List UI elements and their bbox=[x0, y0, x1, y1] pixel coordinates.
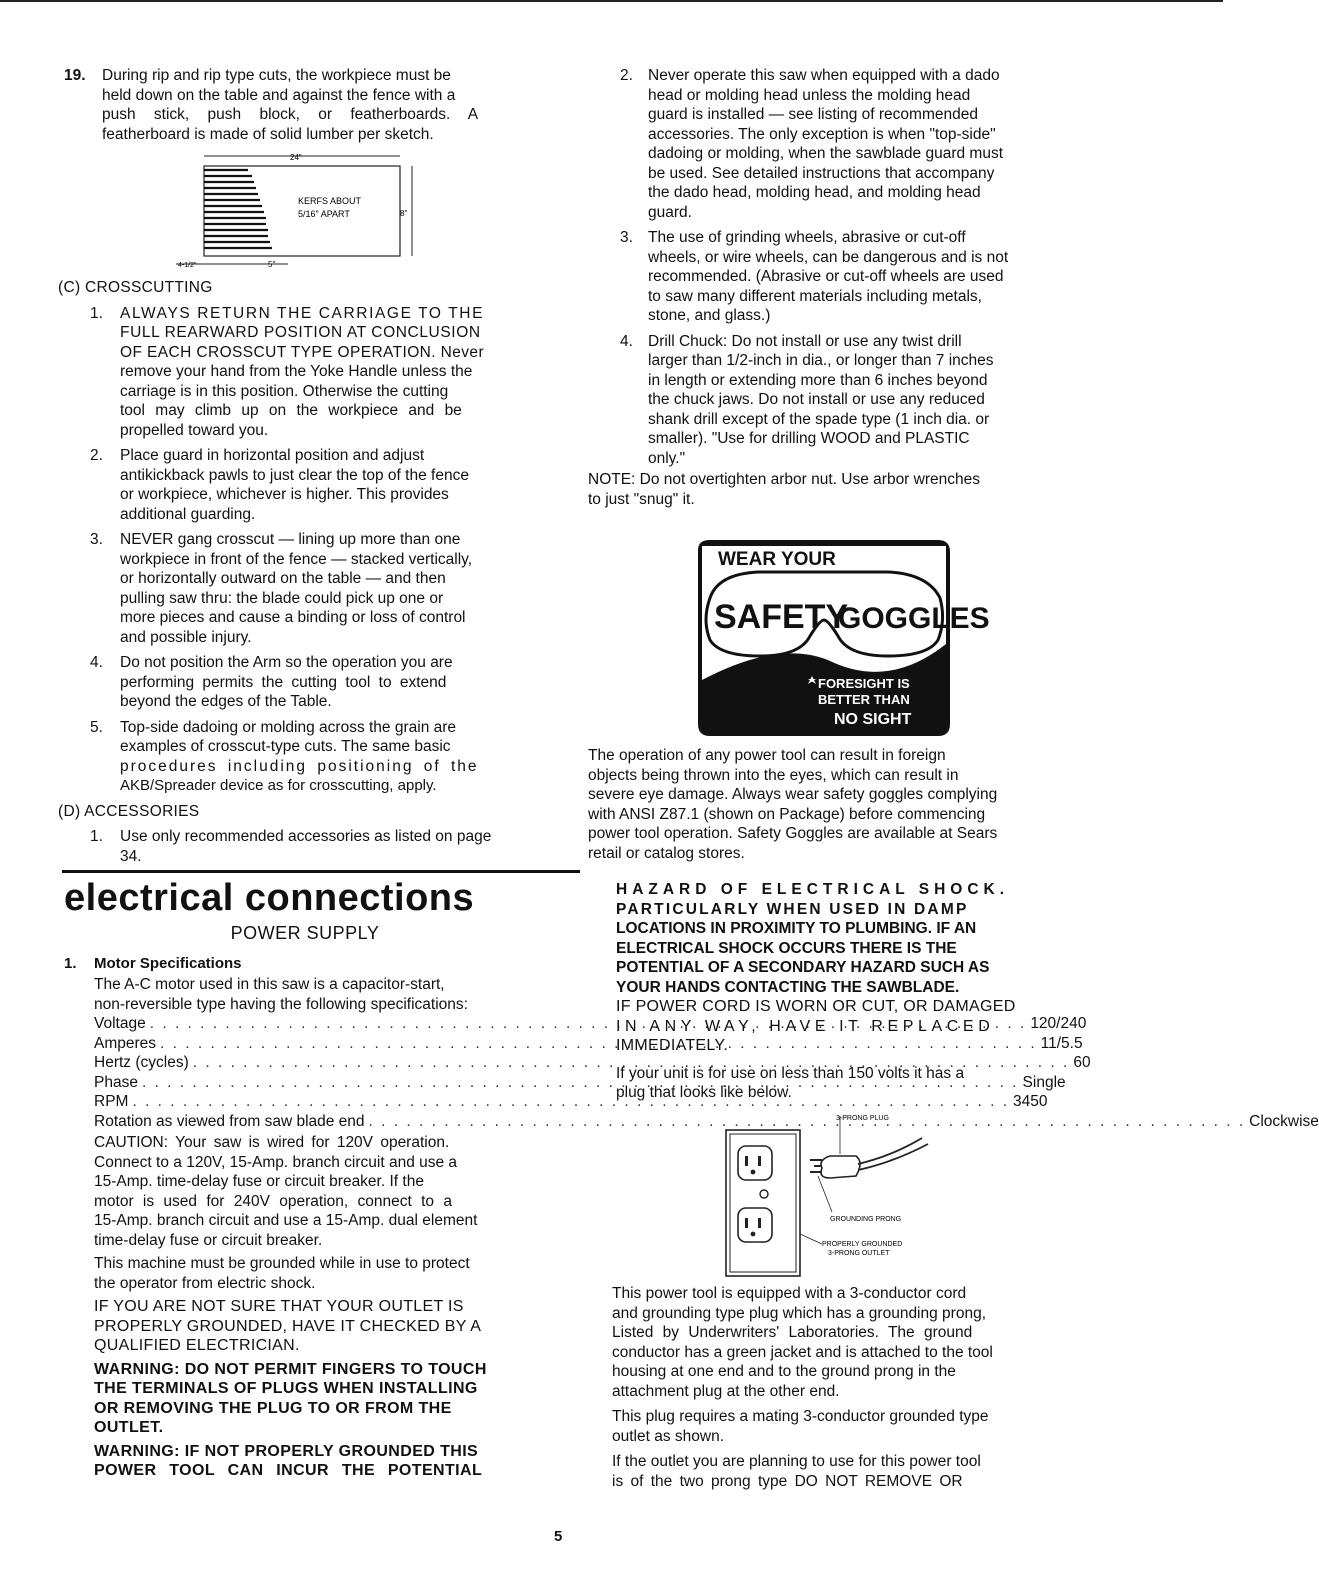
text-line: OUTLET. bbox=[94, 1419, 164, 1436]
crosscut-item-4 bbox=[58, 653, 544, 712]
badge-word-left: SAFETY bbox=[714, 598, 849, 636]
text-line: the chuck jaws. Do not install or use any reduced bbox=[648, 391, 985, 408]
text-line: pulling saw thru: the blade could pick up one or bbox=[120, 589, 444, 607]
text-line: WARNING: DO NOT PERMIT FINGERS TO TOUCH bbox=[94, 1360, 487, 1378]
text-line: Listed by Underwriters' Laboratories. The ground bbox=[612, 1324, 973, 1341]
text-line: ELECTRICAL SHOCK OCCURS THERE IS THE bbox=[616, 939, 957, 957]
text-line: power tool operation. Safety Goggles are available at Sears bbox=[588, 825, 998, 842]
text-line: antikickback pawls to just clear the top of the fence bbox=[120, 466, 469, 484]
text-line: AKB/Spreader device as for crosscutting, apply. bbox=[120, 777, 437, 794]
item-number: 2. bbox=[620, 67, 633, 84]
right-bottom-paragraphs bbox=[612, 1284, 1072, 1491]
text-line: During rip and rip type cuts, the workpiece must be bbox=[102, 67, 451, 84]
text-line: held down on the table and against the fence with a bbox=[102, 86, 456, 104]
equipped-paragraph bbox=[612, 1284, 1072, 1401]
heading-number: 1. bbox=[64, 954, 77, 972]
spec-label: Rotation as viewed from saw blade end bbox=[94, 1112, 365, 1130]
badge-slogan-2: BETTER THAN bbox=[818, 692, 910, 707]
text-line: 15-Amp. branch circuit and use a 15-Amp. dual element bbox=[94, 1212, 478, 1229]
text-line: attachment plug at the other end. bbox=[612, 1382, 840, 1400]
dim-left-label: 4-1/2" bbox=[178, 262, 197, 269]
crosscut-item-5 bbox=[58, 718, 544, 796]
text-line: POWER TOOL CAN INCUR THE POTENTIAL bbox=[94, 1462, 483, 1479]
goggles-paragraph bbox=[588, 746, 1068, 863]
text-line: IF YOU ARE NOT SURE THAT YOUR OUTLET IS bbox=[94, 1298, 464, 1315]
text-line: propelled toward you. bbox=[120, 421, 269, 439]
spec-label: RPM bbox=[94, 1093, 129, 1110]
warning-grounded bbox=[94, 1442, 546, 1481]
text-line: remove your hand from the Yoke Handle unless the bbox=[120, 363, 473, 380]
text-line: IF POWER CORD IS WORN OR CUT, OR DAMAGED bbox=[616, 998, 1016, 1015]
text-line: This plug requires a mating 3-conductor grounded type bbox=[612, 1408, 989, 1425]
badge-top-text: WEAR YOUR bbox=[718, 549, 836, 570]
item-number: 19. bbox=[64, 67, 86, 84]
text-line: and possible injury. bbox=[120, 628, 252, 646]
cord-paragraph bbox=[616, 997, 1068, 1056]
crosscutting-section bbox=[58, 276, 544, 872]
right-top-column bbox=[588, 66, 1072, 509]
text-line: with ANSI Z87.1 (shown on Package) before commencing bbox=[588, 805, 986, 823]
two-prong-paragraph bbox=[612, 1452, 1072, 1491]
badge-word-right: GOGGLES bbox=[838, 602, 990, 635]
text-line: The operation of any power tool can result in foreign bbox=[588, 747, 946, 764]
text-line: procedures including positioning of the bbox=[120, 757, 479, 775]
text-line: carriage is in this position. Otherwise the cutting bbox=[120, 382, 449, 400]
text-line: conductor has a green jacket and is attached to the tool bbox=[612, 1343, 993, 1361]
item-number: 2. bbox=[90, 447, 103, 464]
text-line: guard. bbox=[648, 203, 692, 221]
dim-top-label: 24" bbox=[290, 153, 302, 162]
motor-spec-heading bbox=[64, 954, 546, 974]
caution-block bbox=[94, 1133, 546, 1250]
text-line: additional guarding. bbox=[120, 505, 256, 523]
less-150-paragraph bbox=[616, 1064, 1068, 1103]
text-line: wheels, or wire wheels, can be dangerous and is not bbox=[648, 248, 1009, 266]
text-line: POTENTIAL OF A SECONDARY HAZARD SUCH AS bbox=[616, 959, 990, 976]
text-line: retail or catalog stores. bbox=[588, 844, 745, 862]
text-line: The A-C motor used in this saw is a capacitor-start, bbox=[94, 976, 445, 993]
item-number: 3. bbox=[620, 229, 633, 246]
crosscut-item-1 bbox=[58, 304, 544, 441]
text-line: Drill Chuck: Do not install or use any twist drill bbox=[648, 332, 962, 350]
badge-slogan-1: FORESIGHT IS bbox=[818, 676, 910, 691]
spec-value: 11/5.5 bbox=[1040, 1034, 1083, 1052]
grounded-paragraph bbox=[94, 1254, 546, 1293]
text-line: housing at one end and to the ground prong in the bbox=[612, 1363, 956, 1380]
safety-goggles-badge bbox=[688, 540, 990, 736]
crosscutting-heading: (C) CROSSCUTTING bbox=[58, 279, 213, 296]
page-top-border bbox=[0, 0, 1223, 2]
text-line: the operator from electric shock. bbox=[94, 1274, 316, 1292]
text-line: plug that looks like below. bbox=[616, 1084, 792, 1101]
item-number: 4. bbox=[620, 332, 633, 350]
text-line: guard is installed — see listing of recommended bbox=[648, 106, 978, 123]
left-top-column bbox=[64, 66, 544, 150]
text-line: outlet as shown. bbox=[612, 1427, 725, 1445]
crosscut-item-2 bbox=[58, 446, 544, 524]
text-line: If your unit is for use on less than 150 volts it has a bbox=[616, 1064, 965, 1082]
text-line: This machine must be grounded while in use to protect bbox=[94, 1255, 470, 1272]
item-number: 5. bbox=[90, 718, 103, 736]
hazard-paragraph bbox=[616, 880, 1068, 997]
spec-value: Clockwise bbox=[1249, 1112, 1319, 1130]
text-line: NEVER gang crosscut — lining up more than one bbox=[120, 531, 461, 548]
featherboard-sketch bbox=[168, 146, 438, 274]
accessories-heading: (D) ACCESSORIES bbox=[58, 802, 200, 820]
text-line: This power tool is equipped with a 3-conductor cord bbox=[612, 1285, 967, 1302]
text-line: shank drill except of the spade type (1 inch dia. or bbox=[648, 410, 990, 428]
text-line: tool may climb up on the workpiece and be bbox=[120, 402, 462, 419]
text-line: is of the two prong type DO NOT REMOVE OR bbox=[612, 1472, 963, 1490]
text-line: HAZARD OF ELECTRICAL SHOCK. bbox=[616, 881, 1010, 898]
text-line: the dado head, molding head, and molding head bbox=[648, 184, 981, 201]
kerf-label-1: KERFS ABOUT bbox=[298, 196, 362, 206]
dim-bottom-label: 5" bbox=[268, 260, 276, 269]
spec-value: 3450 bbox=[1013, 1093, 1048, 1110]
spec-label: Amperes bbox=[94, 1034, 157, 1052]
spec-value: 60 bbox=[1073, 1054, 1091, 1071]
section-divider bbox=[62, 870, 580, 873]
text-line: severe eye damage. Always wear safety goggles complying bbox=[588, 786, 998, 803]
text-line: accessories. The only exception is when "top-side" bbox=[648, 125, 996, 143]
warning-fingers bbox=[94, 1360, 546, 1438]
rule-item-2 bbox=[588, 66, 1072, 222]
text-line: LOCATIONS IN PROXIMITY TO PLUMBING. IF AN bbox=[616, 920, 977, 937]
text-line: 34. bbox=[120, 847, 142, 865]
power-supply-heading: POWER SUPPLY bbox=[230, 923, 380, 943]
text-line: Connect to a 120V, 15-Amp. branch circuit and use a bbox=[94, 1153, 458, 1171]
rule-item-3 bbox=[588, 228, 1072, 326]
text-line: Use only recommended accessories as listed on page bbox=[120, 828, 492, 845]
note-line: NOTE: Do not overtighten arbor nut. Use arbor wrenches bbox=[588, 471, 980, 488]
text-line: motor is used for 240V operation, connect to a bbox=[94, 1192, 452, 1210]
plug-label: 3-PRONG PLUG bbox=[836, 1115, 889, 1122]
badge-slogan-3: NO SIGHT bbox=[834, 711, 912, 728]
prong-label: GROUNDING PRONG bbox=[830, 1216, 902, 1223]
text-line: head or molding head unless the molding head bbox=[648, 86, 971, 104]
text-line: and grounding type plug which has a grounding prong, bbox=[612, 1304, 986, 1322]
text-line: recommended. (Abrasive or cut-off wheels are used bbox=[648, 268, 1004, 285]
text-line: non-reversible type having the following specifications: bbox=[94, 995, 468, 1013]
spec-label: Hertz (cycles) bbox=[94, 1054, 189, 1071]
item-number: 4. bbox=[90, 654, 103, 671]
text-line: performing permits the cutting tool to extend bbox=[120, 673, 447, 691]
text-line: Top-side dadoing or molding across the grain are bbox=[120, 718, 457, 736]
text-line: QUALIFIED ELECTRICIAN. bbox=[94, 1337, 300, 1354]
text-line: THE TERMINALS OF PLUGS WHEN INSTALLING bbox=[94, 1380, 478, 1397]
outlet-label-1: PROPERLY GROUNDED bbox=[822, 1241, 903, 1248]
spec-label: Voltage bbox=[94, 1015, 146, 1032]
text-line: time-delay fuse or circuit breaker. bbox=[94, 1231, 323, 1249]
text-line: objects being thrown into the eyes, which can result in bbox=[588, 766, 959, 784]
text-line: workpiece in front of the fence — stacked vertically, bbox=[120, 550, 473, 568]
item-number: 1. bbox=[90, 828, 103, 845]
rule-item-4 bbox=[588, 332, 1072, 469]
text-line: 15-Amp. time-delay fuse or circuit breaker. If the bbox=[94, 1173, 424, 1190]
text-line: ALWAYS RETURN THE CARRIAGE TO THE bbox=[120, 304, 485, 322]
text-line: be used. See detailed instructions that accompany bbox=[648, 164, 995, 182]
grounded-outlet-illustration bbox=[722, 1110, 972, 1280]
text-line: Place guard in horizontal position and adjust bbox=[120, 447, 425, 464]
text-line: or workpiece, whichever is higher. This provides bbox=[120, 486, 449, 503]
item-number: 3. bbox=[90, 531, 103, 548]
text-line: in length or extending more than 6 inches beyond bbox=[648, 371, 988, 389]
note-line: to just "snug" it. bbox=[588, 490, 695, 508]
kerf-label-2: 5/16" APART bbox=[298, 209, 350, 219]
text-line: or horizontally outward on the table — and then bbox=[120, 570, 446, 587]
text-line: to saw many different materials including metals, bbox=[648, 287, 982, 305]
text-line: dadoing or molding, when the sawblade guard must bbox=[648, 145, 1004, 162]
heading-text: Motor Specifications bbox=[94, 954, 242, 972]
text-line: larger than 1/2-inch in dia., or longer than 7 inches bbox=[648, 352, 994, 369]
outlet-label-2: 3-PRONG OUTLET bbox=[828, 1250, 890, 1257]
text-line: Do not position the Arm so the operation you are bbox=[120, 654, 453, 671]
text-line: WARNING: IF NOT PROPERLY GROUNDED THIS bbox=[94, 1442, 479, 1460]
text-line: OR REMOVING THE PLUG TO OR FROM THE bbox=[94, 1399, 452, 1417]
text-line: examples of crosscut-type cuts. The same basic bbox=[120, 738, 451, 755]
text-line: YOUR HANDS CONTACTING THE SAWBLADE. bbox=[616, 978, 960, 996]
text-line: only." bbox=[648, 449, 686, 467]
text-line: featherboard is made of solid lumber per sketch. bbox=[102, 125, 434, 143]
right-bottom-column bbox=[616, 880, 1068, 1103]
spec-label: Phase bbox=[94, 1073, 138, 1091]
accessories-item-1 bbox=[58, 827, 544, 866]
text-line: IMMEDIATELY. bbox=[616, 1037, 729, 1054]
text-line: stone, and glass.) bbox=[648, 307, 771, 324]
text-line: beyond the edges of the Table. bbox=[120, 693, 332, 710]
page-number: 5 bbox=[554, 1528, 563, 1545]
rule-item-19 bbox=[64, 66, 544, 144]
text-line: more pieces and cause a binding or loss of control bbox=[120, 609, 466, 626]
crosscut-item-3 bbox=[58, 530, 544, 647]
text-line: Never operate this saw when equipped with a dado bbox=[648, 67, 1000, 84]
item-number: 1. bbox=[90, 304, 103, 322]
text-line: CAUTION: Your saw is wired for 120V operation. bbox=[94, 1134, 450, 1151]
spec-value: Single bbox=[1022, 1073, 1066, 1091]
text-line: OF EACH CROSSCUT TYPE OPERATION. Never bbox=[120, 343, 485, 361]
text-line: The use of grinding wheels, abrasive or cut-off bbox=[648, 229, 966, 246]
text-line: PARTICULARLY WHEN USED IN DAMP bbox=[616, 900, 969, 918]
section-title: electrical connections bbox=[64, 877, 475, 919]
text-line: If the outlet you are planning to use for this power tool bbox=[612, 1453, 981, 1470]
mating-paragraph bbox=[612, 1407, 1072, 1446]
text-line: IN ANY WAY, HAVE IT REPLACED bbox=[616, 1017, 995, 1035]
text-line: FULL REARWARD POSITION AT CONCLUSION bbox=[120, 324, 481, 341]
not-sure-paragraph bbox=[94, 1297, 546, 1356]
dim-right-label: 8" bbox=[400, 209, 408, 218]
text-line: PROPERLY GROUNDED, HAVE IT CHECKED BY A bbox=[94, 1317, 482, 1335]
spec-value: 120/240 bbox=[1030, 1015, 1087, 1032]
text-line: smaller). "Use for drilling WOOD and PLASTIC bbox=[648, 430, 970, 447]
text-line: push stick, push block, or featherboards. A bbox=[102, 106, 479, 123]
